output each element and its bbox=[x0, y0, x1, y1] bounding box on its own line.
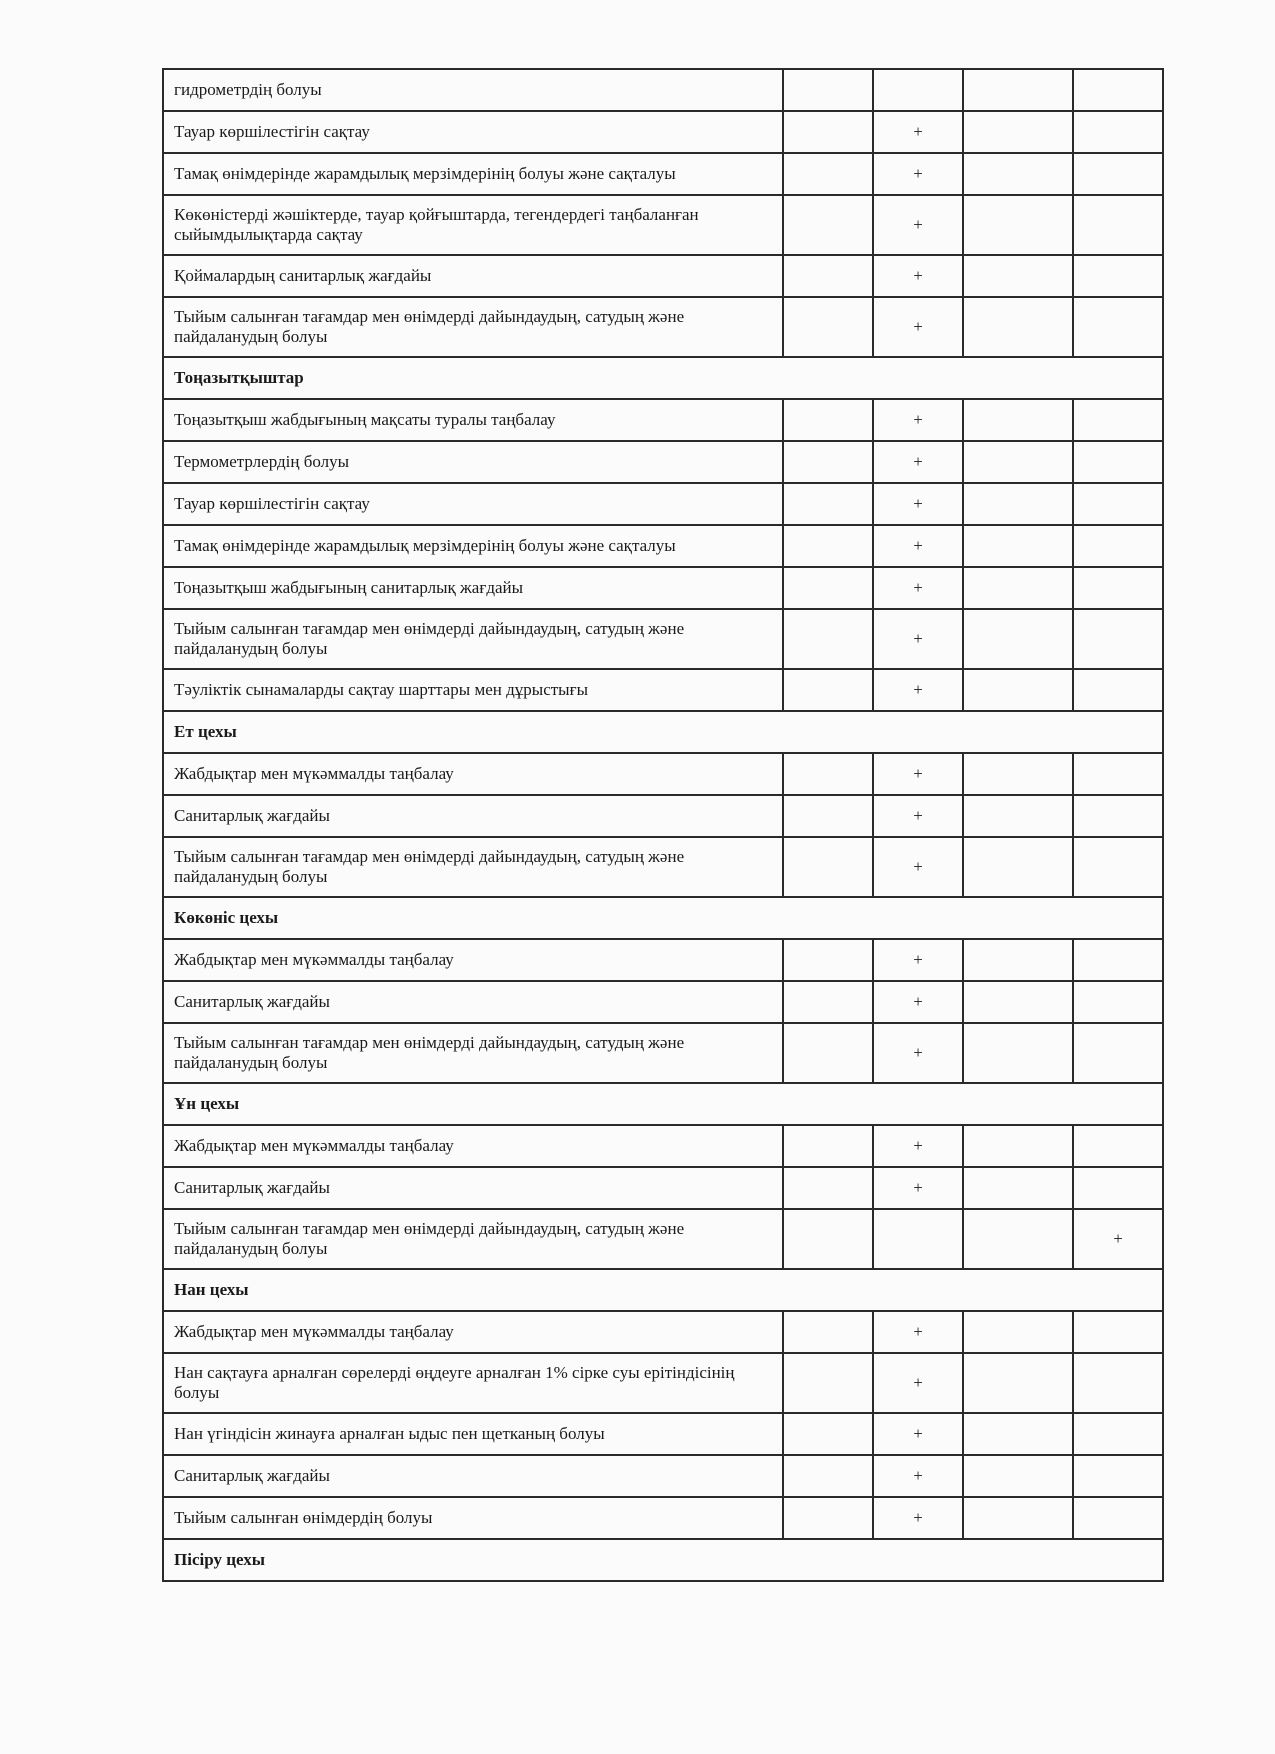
table-row bbox=[163, 1167, 1163, 1209]
answer-cell-1 bbox=[783, 1455, 873, 1497]
answer-cell-4 bbox=[1073, 1497, 1163, 1539]
answer-cell-3 bbox=[963, 1413, 1073, 1455]
answer-cell-2: + bbox=[873, 483, 963, 525]
criterion-text: Тыйым салынған тағамдар мен өнімдерді дайындаудың, сатудың және пайдаланудың болуы bbox=[163, 1023, 783, 1083]
criterion-text: Қоймалардың санитарлық жағдайы bbox=[163, 255, 783, 297]
criterion-text: Тыйым салынған тағамдар мен өнімдерді дайындаудың, сатудың және пайдаланудың болуы bbox=[163, 297, 783, 357]
answer-cell-4 bbox=[1073, 939, 1163, 981]
answer-cell-4 bbox=[1073, 753, 1163, 795]
criterion-text: Нан үгіндісін жинауға арналған ыдыс пен щетканың болуы bbox=[163, 1413, 783, 1455]
answer-cell-2: + bbox=[873, 795, 963, 837]
answer-cell-1 bbox=[783, 1023, 873, 1083]
criterion-text: Тәуліктік сынамаларды сақтау шарттары мен дұрыстығы bbox=[163, 669, 783, 711]
table-row bbox=[163, 567, 1163, 609]
answer-cell-1 bbox=[783, 609, 873, 669]
criterion-text: Тыйым салынған тағамдар мен өнімдерді дайындаудың, сатудың және пайдаланудың болуы bbox=[163, 1209, 783, 1269]
answer-cell-3 bbox=[963, 1167, 1073, 1209]
answer-cell-4 bbox=[1073, 525, 1163, 567]
answer-cell-1 bbox=[783, 525, 873, 567]
answer-cell-1 bbox=[783, 1497, 873, 1539]
table-row bbox=[163, 1209, 1163, 1269]
criterion-text: гидрометрдің болуы bbox=[163, 69, 783, 111]
answer-cell-4 bbox=[1073, 1167, 1163, 1209]
answer-cell-2: + bbox=[873, 195, 963, 255]
section-header-row bbox=[163, 897, 1163, 939]
answer-cell-1 bbox=[783, 111, 873, 153]
answer-cell-3 bbox=[963, 441, 1073, 483]
answer-cell-3 bbox=[963, 567, 1073, 609]
answer-cell-4 bbox=[1073, 153, 1163, 195]
table-row bbox=[163, 669, 1163, 711]
section-header-row bbox=[163, 711, 1163, 753]
answer-cell-4 bbox=[1073, 567, 1163, 609]
criterion-text: Жабдықтар мен мүкәммалды таңбалау bbox=[163, 1311, 783, 1353]
criterion-text: Термометрлердің болуы bbox=[163, 441, 783, 483]
answer-cell-2: + bbox=[873, 1497, 963, 1539]
answer-cell-2: + bbox=[873, 1455, 963, 1497]
answer-cell-1 bbox=[783, 441, 873, 483]
criterion-text: Нан сақтауға арналған сөрелерді өңдеуге арналған 1% сірке суы ерітіндісінің болуы bbox=[163, 1353, 783, 1413]
table-row bbox=[163, 795, 1163, 837]
answer-cell-3 bbox=[963, 1353, 1073, 1413]
answer-cell-1 bbox=[783, 1353, 873, 1413]
answer-cell-2: + bbox=[873, 1311, 963, 1353]
answer-cell-2: + bbox=[873, 753, 963, 795]
answer-cell-2 bbox=[873, 1209, 963, 1269]
section-title: Тоңазытқыштар bbox=[163, 357, 1163, 399]
answer-cell-4 bbox=[1073, 111, 1163, 153]
table-row bbox=[163, 1311, 1163, 1353]
answer-cell-3 bbox=[963, 1125, 1073, 1167]
criterion-text: Жабдықтар мен мүкәммалды таңбалау bbox=[163, 753, 783, 795]
answer-cell-2: + bbox=[873, 153, 963, 195]
table-row bbox=[163, 1497, 1163, 1539]
answer-cell-3 bbox=[963, 795, 1073, 837]
answer-cell-4 bbox=[1073, 1413, 1163, 1455]
answer-cell-3 bbox=[963, 399, 1073, 441]
answer-cell-4: + bbox=[1073, 1209, 1163, 1269]
answer-cell-2: + bbox=[873, 837, 963, 897]
criterion-text: Көкөністерді жәшіктерде, тауар қойғыштарда, тегендердегі таңбаланған сыйымдылықтарда сақтау bbox=[163, 195, 783, 255]
answer-cell-2: + bbox=[873, 111, 963, 153]
table-row bbox=[163, 399, 1163, 441]
criterion-text: Тамақ өнімдерінде жарамдылық мерзімдерінің болуы және сақталуы bbox=[163, 525, 783, 567]
answer-cell-4 bbox=[1073, 1125, 1163, 1167]
answer-cell-1 bbox=[783, 1311, 873, 1353]
answer-cell-4 bbox=[1073, 981, 1163, 1023]
inspection-checklist-table bbox=[162, 68, 1164, 1582]
answer-cell-3 bbox=[963, 195, 1073, 255]
answer-cell-1 bbox=[783, 567, 873, 609]
answer-cell-3 bbox=[963, 609, 1073, 669]
criterion-text: Тыйым салынған тағамдар мен өнімдерді дайындаудың, сатудың және пайдаланудың болуы bbox=[163, 837, 783, 897]
answer-cell-2: + bbox=[873, 441, 963, 483]
criterion-text: Тыйым салынған тағамдар мен өнімдерді дайындаудың, сатудың және пайдаланудың болуы bbox=[163, 609, 783, 669]
criterion-text: Санитарлық жағдайы bbox=[163, 1167, 783, 1209]
answer-cell-3 bbox=[963, 1023, 1073, 1083]
criterion-text: Тауар көршілестігін сақтау bbox=[163, 111, 783, 153]
answer-cell-1 bbox=[783, 669, 873, 711]
answer-cell-3 bbox=[963, 1455, 1073, 1497]
table-row bbox=[163, 525, 1163, 567]
answer-cell-2: + bbox=[873, 1413, 963, 1455]
answer-cell-1 bbox=[783, 753, 873, 795]
answer-cell-2: + bbox=[873, 1125, 963, 1167]
table-row bbox=[163, 441, 1163, 483]
section-title: Пісіру цехы bbox=[163, 1539, 1163, 1581]
criterion-text: Тыйым салынған өнімдердің болуы bbox=[163, 1497, 783, 1539]
table-row bbox=[163, 1353, 1163, 1413]
answer-cell-3 bbox=[963, 297, 1073, 357]
table-row bbox=[163, 69, 1163, 111]
answer-cell-2: + bbox=[873, 939, 963, 981]
criterion-text: Санитарлық жағдайы bbox=[163, 795, 783, 837]
table-row bbox=[163, 753, 1163, 795]
answer-cell-2: + bbox=[873, 669, 963, 711]
answer-cell-1 bbox=[783, 837, 873, 897]
answer-cell-4 bbox=[1073, 255, 1163, 297]
answer-cell-1 bbox=[783, 69, 873, 111]
answer-cell-2: + bbox=[873, 1167, 963, 1209]
answer-cell-2: + bbox=[873, 1023, 963, 1083]
answer-cell-1 bbox=[783, 939, 873, 981]
answer-cell-4 bbox=[1073, 795, 1163, 837]
answer-cell-4 bbox=[1073, 1023, 1163, 1083]
answer-cell-3 bbox=[963, 153, 1073, 195]
criterion-text: Жабдықтар мен мүкәммалды таңбалау bbox=[163, 1125, 783, 1167]
answer-cell-3 bbox=[963, 483, 1073, 525]
table-row bbox=[163, 939, 1163, 981]
answer-cell-4 bbox=[1073, 1353, 1163, 1413]
table-row bbox=[163, 483, 1163, 525]
answer-cell-3 bbox=[963, 69, 1073, 111]
table-row bbox=[163, 609, 1163, 669]
answer-cell-1 bbox=[783, 399, 873, 441]
answer-cell-1 bbox=[783, 153, 873, 195]
answer-cell-3 bbox=[963, 525, 1073, 567]
table-row bbox=[163, 195, 1163, 255]
table-row bbox=[163, 153, 1163, 195]
answer-cell-1 bbox=[783, 1167, 873, 1209]
answer-cell-3 bbox=[963, 981, 1073, 1023]
answer-cell-3 bbox=[963, 255, 1073, 297]
answer-cell-3 bbox=[963, 1311, 1073, 1353]
answer-cell-2: + bbox=[873, 297, 963, 357]
table-row bbox=[163, 1023, 1163, 1083]
criterion-text: Санитарлық жағдайы bbox=[163, 981, 783, 1023]
answer-cell-1 bbox=[783, 195, 873, 255]
answer-cell-3 bbox=[963, 939, 1073, 981]
answer-cell-3 bbox=[963, 753, 1073, 795]
section-title: Ет цехы bbox=[163, 711, 1163, 753]
answer-cell-4 bbox=[1073, 297, 1163, 357]
criterion-text: Тоңазытқыш жабдығының мақсаты туралы таңбалау bbox=[163, 399, 783, 441]
answer-cell-3 bbox=[963, 837, 1073, 897]
answer-cell-1 bbox=[783, 1125, 873, 1167]
section-header-row bbox=[163, 1083, 1163, 1125]
answer-cell-1 bbox=[783, 1209, 873, 1269]
answer-cell-3 bbox=[963, 1209, 1073, 1269]
answer-cell-4 bbox=[1073, 1311, 1163, 1353]
checklist-body bbox=[163, 69, 1163, 1581]
section-header-row bbox=[163, 1269, 1163, 1311]
answer-cell-4 bbox=[1073, 669, 1163, 711]
answer-cell-2: + bbox=[873, 609, 963, 669]
section-title: Көкөніс цехы bbox=[163, 897, 1163, 939]
answer-cell-2: + bbox=[873, 255, 963, 297]
answer-cell-1 bbox=[783, 297, 873, 357]
table-row bbox=[163, 837, 1163, 897]
section-title: Нан цехы bbox=[163, 1269, 1163, 1311]
answer-cell-4 bbox=[1073, 1455, 1163, 1497]
answer-cell-2: + bbox=[873, 1353, 963, 1413]
table-row bbox=[163, 111, 1163, 153]
answer-cell-4 bbox=[1073, 441, 1163, 483]
answer-cell-1 bbox=[783, 795, 873, 837]
answer-cell-1 bbox=[783, 1413, 873, 1455]
answer-cell-1 bbox=[783, 483, 873, 525]
answer-cell-3 bbox=[963, 111, 1073, 153]
section-title: Ұн цехы bbox=[163, 1083, 1163, 1125]
table-row bbox=[163, 1125, 1163, 1167]
answer-cell-2: + bbox=[873, 525, 963, 567]
answer-cell-3 bbox=[963, 669, 1073, 711]
criterion-text: Жабдықтар мен мүкәммалды таңбалау bbox=[163, 939, 783, 981]
criterion-text: Тоңазытқыш жабдығының санитарлық жағдайы bbox=[163, 567, 783, 609]
section-header-row bbox=[163, 1539, 1163, 1581]
answer-cell-1 bbox=[783, 981, 873, 1023]
answer-cell-2 bbox=[873, 69, 963, 111]
answer-cell-4 bbox=[1073, 609, 1163, 669]
answer-cell-2: + bbox=[873, 567, 963, 609]
table-row bbox=[163, 981, 1163, 1023]
answer-cell-2: + bbox=[873, 981, 963, 1023]
table-row bbox=[163, 1413, 1163, 1455]
answer-cell-4 bbox=[1073, 837, 1163, 897]
answer-cell-4 bbox=[1073, 69, 1163, 111]
table-row bbox=[163, 1455, 1163, 1497]
answer-cell-1 bbox=[783, 255, 873, 297]
table-row bbox=[163, 255, 1163, 297]
criterion-text: Тамақ өнімдерінде жарамдылық мерзімдерінің болуы және сақталуы bbox=[163, 153, 783, 195]
table-row bbox=[163, 297, 1163, 357]
criterion-text: Санитарлық жағдайы bbox=[163, 1455, 783, 1497]
answer-cell-3 bbox=[963, 1497, 1073, 1539]
answer-cell-4 bbox=[1073, 483, 1163, 525]
criterion-text: Тауар көршілестігін сақтау bbox=[163, 483, 783, 525]
section-header-row bbox=[163, 357, 1163, 399]
answer-cell-2: + bbox=[873, 399, 963, 441]
answer-cell-4 bbox=[1073, 195, 1163, 255]
answer-cell-4 bbox=[1073, 399, 1163, 441]
